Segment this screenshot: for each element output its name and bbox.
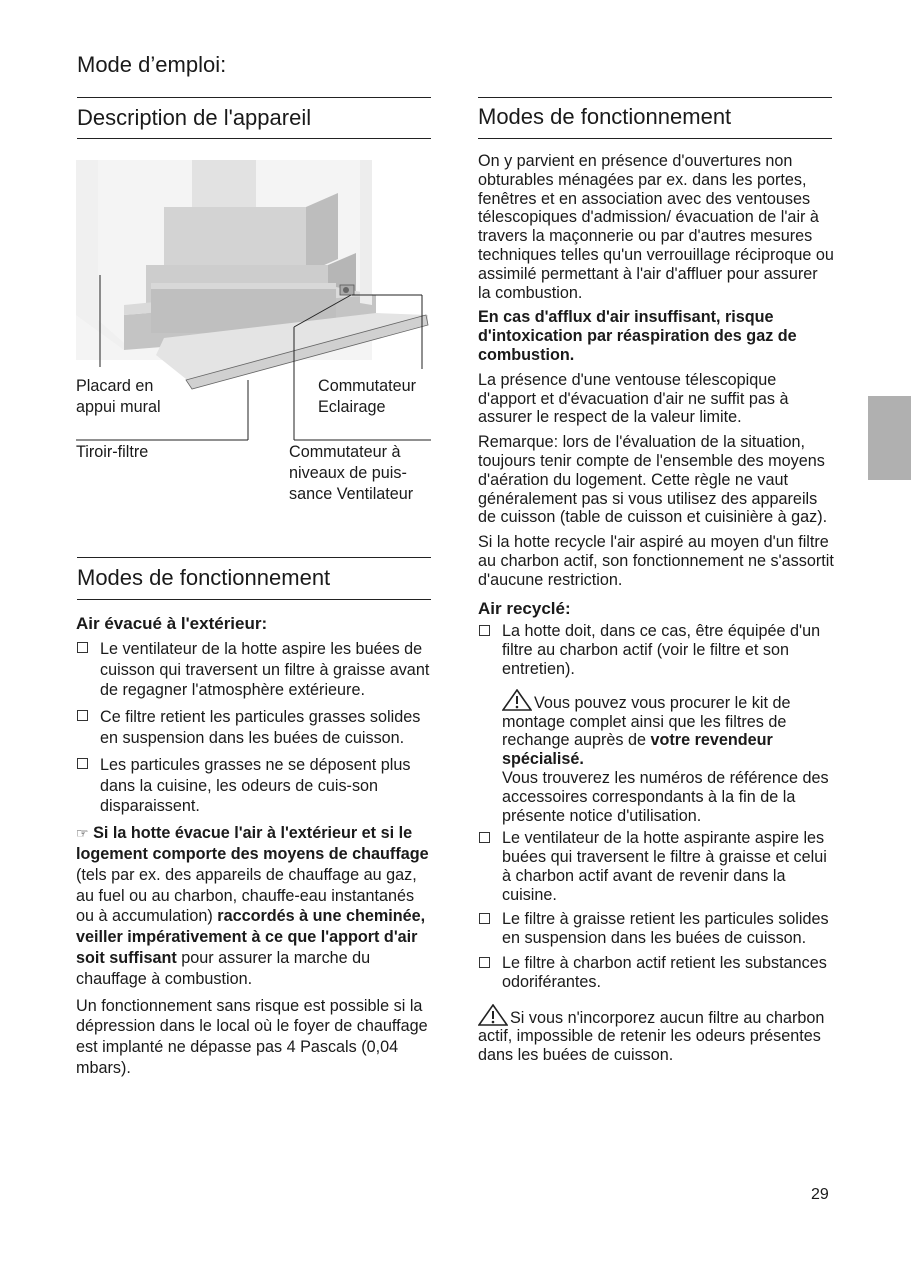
divider	[478, 97, 832, 98]
list-item: Le ventilateur de la hotte aspirante aspire les buées qui traversent le filtre à graisse et celui à charbon actif avant de revenir dans la cuisine.	[478, 829, 834, 904]
final-warning: Si vous n'incorporez aucun filtre au charbon actif, impossible de retenir les odeurs présentes dans les buées de cuisson.	[478, 1004, 834, 1065]
warning-icon	[502, 689, 532, 711]
air-evacue-heading: Air évacué à l'extérieur:	[76, 614, 268, 633]
section-heading-modes-right: Modes de fonctionnement	[478, 104, 732, 129]
kit-note: Vous pouvez vous procurer le kit de montage complet ainsi que les filtres de rechange auprès de votre revendeur spécialisé. Vous trouverez les numéros de référence des accessoires correspondants à la fin de la présente notice d'utilisation.	[478, 689, 834, 826]
label-placard: Placard en appui mural	[76, 377, 161, 416]
list-item: La hotte doit, dans ce cas, être équipée d'un filtre au charbon actif (voir le filtre et son entretien).	[478, 622, 834, 678]
divider	[77, 557, 431, 558]
label-commutateur-ventilateur: Commutateur à niveaux de puis-sance Ventilateur	[289, 443, 414, 503]
warning-bold: En cas d'afflux d'air insuffisant, risque d'intoxication par réaspiration des gaz de combustion.	[478, 308, 797, 364]
list-item: Le filtre à graisse retient les particules solides en suspension dans les buées de cuisson.	[478, 910, 834, 948]
hand-pointer-icon: ☞	[76, 825, 89, 842]
list-item: Le ventilateur de la hotte aspire les buées de cuisson qui traversent un filtre à graisse avant de regagner l'atmosphère extérieure.	[76, 639, 434, 701]
chauffage-note: ☞ Si la hotte évacue l'air à l'extérieur et si le logement comporte des moyens de chauffage (tels par ex. des appareils de chauffage au gaz, au fuel ou au charbon, chauffe-eau instantanés ou à accumulation) raccordés à une cheminée, veiller impérativement à ce que l'apport d'air soit suffisant pour assurer la marche du chauffage à combustion.	[76, 824, 429, 988]
paragraph: On y parvient en présence d'ouvertures non obturables ménagées par ex. dans les portes, fenêtres et en association avec des ventouses télescopiques d'admission/ évacuation de l'air à travers la maçonnerie ou par d'autres mesures techniques telles qu'un verrouillage réciproque ou assimilé permettant à l'air d'affluer pour assurer la combustion.	[478, 152, 834, 302]
list-item: Les particules grasses ne se déposent plus dans la cuisine, les odeurs de cuis-son disparaissent.	[76, 755, 434, 817]
warning-icon	[478, 1004, 508, 1026]
list-item: Le filtre à charbon actif retient les substances odoriférantes.	[478, 954, 834, 992]
label-tiroir-filtre: Tiroir-filtre	[76, 443, 149, 461]
paragraph: Remarque: lors de l'évaluation de la situation, toujours tenir compte de l'ensemble des moyens d'aération du logement. Cette règle ne vaut généralement pas si vous utilisez des appareils de cuisson (table de cuisson et cuisinière à gaz).	[478, 433, 828, 527]
section-heading-modes-left: Modes de fonctionnement	[77, 565, 331, 590]
page-title: Mode d’emploi:	[77, 52, 227, 77]
divider	[478, 138, 832, 139]
paragraph: Si la hotte recycle l'air aspiré au moyen d'un filtre au charbon actif, son fonctionnement ne s'assortit d'aucune restriction.	[478, 533, 834, 589]
chapter-tab	[868, 396, 911, 480]
divider	[77, 138, 431, 139]
page-number: 29	[811, 1186, 829, 1203]
divider	[77, 599, 431, 600]
air-recycle-heading: Air recyclé:	[478, 598, 571, 618]
list-item: Ce filtre retient les particules grasses solides en suspension dans les buées de cuisson.	[76, 707, 434, 749]
divider	[77, 97, 431, 98]
section-heading-description: Description de l'appareil	[77, 105, 312, 130]
paragraph: La présence d'une ventouse télescopique d'apport et d'évacuation d'air ne suffit pas à assurer le respect de la valeur limite.	[478, 370, 789, 427]
label-commutateur-eclairage: Commutateur Eclairage	[318, 377, 417, 416]
depression-paragraph: Un fonctionnement sans risque est possible si la dépression dans le local où le foyer de chauffage est implanté ne dépasse pas 4 Pascals (0,04 mbars).	[76, 996, 428, 1077]
